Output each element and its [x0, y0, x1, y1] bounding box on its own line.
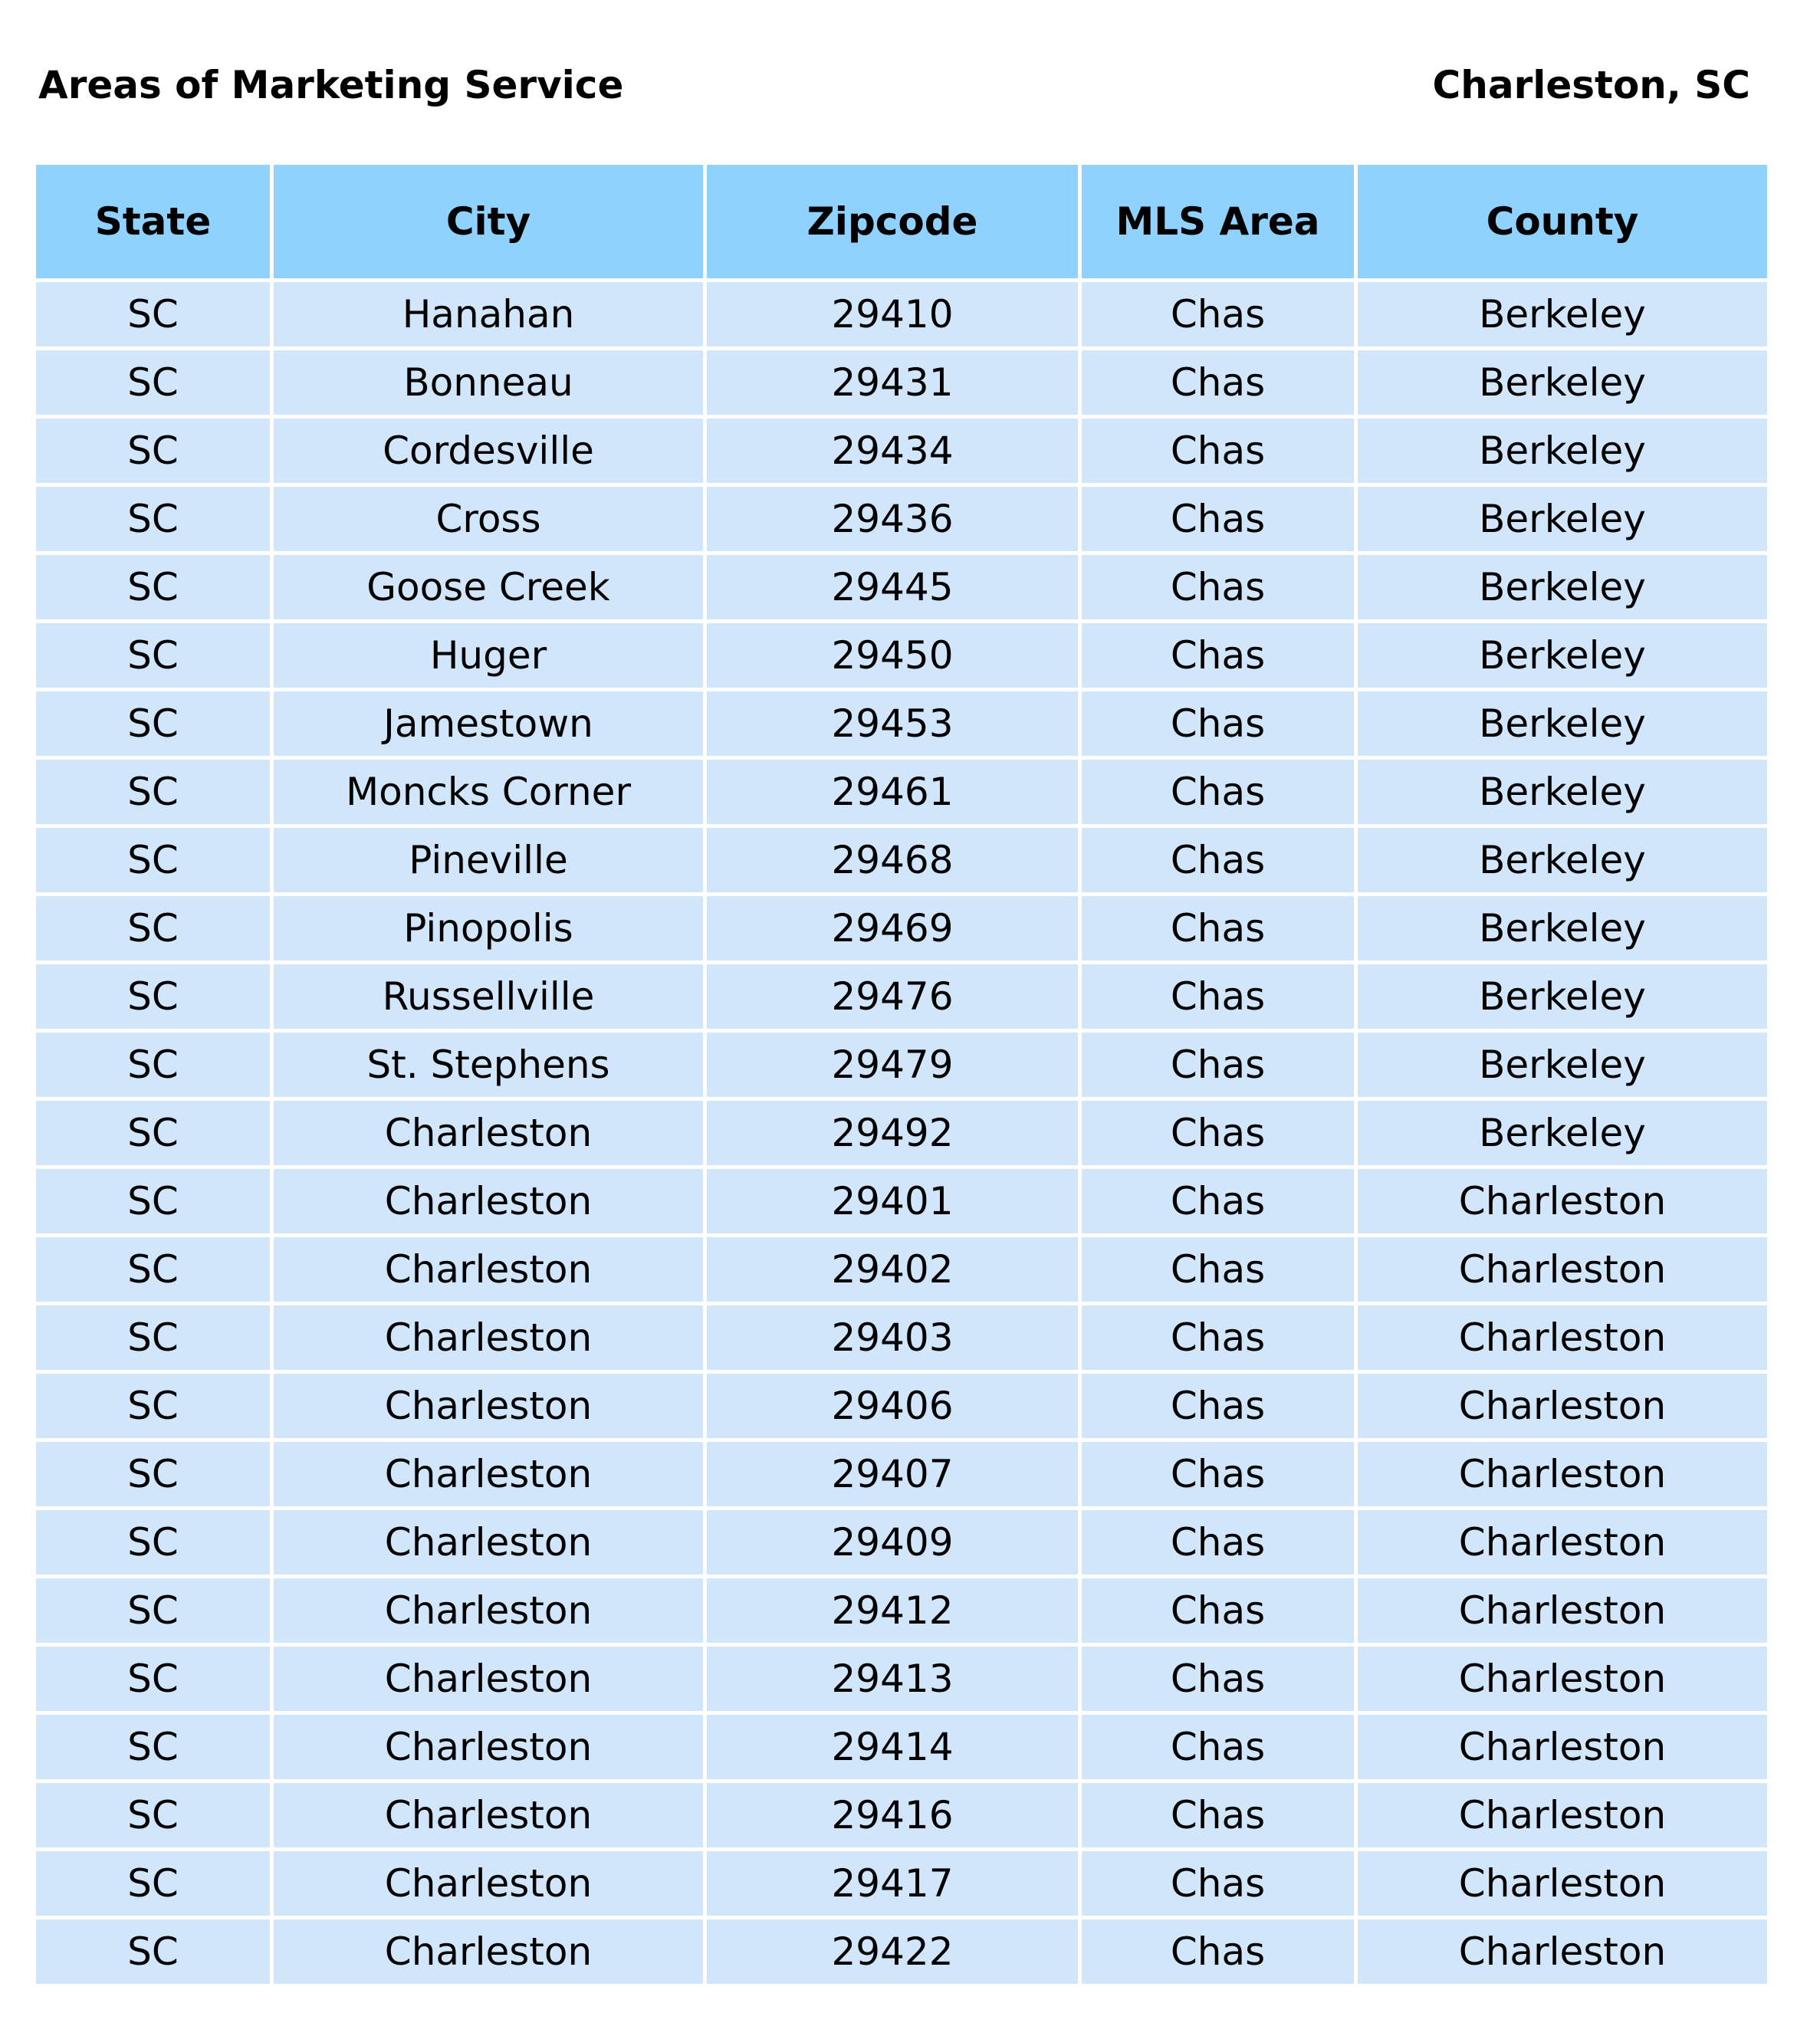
state-cell: SC — [36, 1510, 270, 1575]
city-cell: Jamestown — [274, 691, 703, 756]
zipcode-cell: 29413 — [707, 1647, 1078, 1711]
state-cell: SC — [36, 1033, 270, 1097]
city-cell: Moncks Corner — [274, 760, 703, 824]
city-cell: Hanahan — [274, 282, 703, 346]
zipcode-cell: 29412 — [707, 1578, 1078, 1643]
state-cell: SC — [36, 828, 270, 892]
table-row — [36, 1442, 1767, 1506]
mls-area-cell: Chas — [1082, 1169, 1354, 1233]
mls-area-cell: Chas — [1082, 896, 1354, 961]
county-cell: Berkeley — [1358, 964, 1767, 1029]
county-cell: Berkeley — [1358, 1101, 1767, 1165]
zipcode-cell: 29445 — [707, 555, 1078, 619]
state-cell: SC — [36, 1919, 270, 1984]
zipcode-cell: 29403 — [707, 1305, 1078, 1370]
table-row — [36, 691, 1767, 756]
city-cell: Huger — [274, 623, 703, 688]
location-label: Charleston, SC — [1432, 63, 1750, 107]
mls-area-cell: Chas — [1082, 555, 1354, 619]
table-row — [36, 1101, 1767, 1165]
zipcode-cell: 29422 — [707, 1919, 1078, 1984]
mls-area-cell: Chas — [1082, 1510, 1354, 1575]
city-cell: Charleston — [274, 1783, 703, 1847]
city-cell: Charleston — [274, 1578, 703, 1643]
state-cell: SC — [36, 1374, 270, 1438]
zipcode-cell: 29453 — [707, 691, 1078, 756]
table-row — [36, 1851, 1767, 1916]
mls-area-cell: Chas — [1082, 1442, 1354, 1506]
county-cell: Charleston — [1358, 1851, 1767, 1916]
column-header-state: State — [36, 165, 270, 278]
county-cell: Berkeley — [1358, 1033, 1767, 1097]
county-cell: Berkeley — [1358, 623, 1767, 688]
city-cell: Pinopolis — [274, 896, 703, 961]
city-cell: Goose Creek — [274, 555, 703, 619]
state-cell: SC — [36, 555, 270, 619]
page-header — [38, 58, 1750, 112]
zipcode-cell: 29479 — [707, 1033, 1078, 1097]
mls-area-cell: Chas — [1082, 487, 1354, 551]
zipcode-cell: 29406 — [707, 1374, 1078, 1438]
table-header-row — [36, 165, 1767, 278]
county-cell: Charleston — [1358, 1305, 1767, 1370]
city-cell: Bonneau — [274, 350, 703, 415]
city-cell: Charleston — [274, 1169, 703, 1233]
table-row — [36, 282, 1767, 346]
state-cell: SC — [36, 1169, 270, 1233]
county-cell: Charleston — [1358, 1510, 1767, 1575]
table-row — [36, 555, 1767, 619]
page-title: Areas of Marketing Service — [38, 63, 624, 107]
table-row — [36, 760, 1767, 824]
county-cell: Berkeley — [1358, 896, 1767, 961]
mls-area-cell: Chas — [1082, 1237, 1354, 1302]
mls-area-cell: Chas — [1082, 623, 1354, 688]
table-row — [36, 1305, 1767, 1370]
county-cell: Charleston — [1358, 1578, 1767, 1643]
state-cell: SC — [36, 1578, 270, 1643]
zipcode-cell: 29476 — [707, 964, 1078, 1029]
mls-area-cell: Chas — [1082, 828, 1354, 892]
zipcode-cell: 29436 — [707, 487, 1078, 551]
zipcode-cell: 29409 — [707, 1510, 1078, 1575]
city-cell: Charleston — [274, 1647, 703, 1711]
city-cell: Pineville — [274, 828, 703, 892]
state-cell: SC — [36, 1442, 270, 1506]
county-cell: Berkeley — [1358, 555, 1767, 619]
zipcode-cell: 29469 — [707, 896, 1078, 961]
state-cell: SC — [36, 1647, 270, 1711]
state-cell: SC — [36, 487, 270, 551]
service-areas-table-container — [36, 165, 1752, 1984]
city-cell: Charleston — [274, 1374, 703, 1438]
state-cell: SC — [36, 1305, 270, 1370]
zipcode-cell: 29492 — [707, 1101, 1078, 1165]
city-cell: Cordesville — [274, 419, 703, 483]
county-cell: Charleston — [1358, 1374, 1767, 1438]
mls-area-cell: Chas — [1082, 282, 1354, 346]
city-cell: St. Stephens — [274, 1033, 703, 1097]
mls-area-cell: Chas — [1082, 1033, 1354, 1097]
city-cell: Charleston — [274, 1237, 703, 1302]
mls-area-cell: Chas — [1082, 1101, 1354, 1165]
table-body — [36, 282, 1767, 1984]
state-cell: SC — [36, 964, 270, 1029]
mls-area-cell: Chas — [1082, 1578, 1354, 1643]
state-cell: SC — [36, 1101, 270, 1165]
mls-area-cell: Chas — [1082, 1374, 1354, 1438]
mls-area-cell: Chas — [1082, 1851, 1354, 1916]
state-cell: SC — [36, 896, 270, 961]
zipcode-cell: 29416 — [707, 1783, 1078, 1847]
county-cell: Charleston — [1358, 1237, 1767, 1302]
county-cell: Berkeley — [1358, 760, 1767, 824]
county-cell: Charleston — [1358, 1647, 1767, 1711]
city-cell: Charleston — [274, 1101, 703, 1165]
zipcode-cell: 29410 — [707, 282, 1078, 346]
city-cell: Charleston — [274, 1919, 703, 1984]
state-cell: SC — [36, 350, 270, 415]
zipcode-cell: 29407 — [707, 1442, 1078, 1506]
zipcode-cell: 29402 — [707, 1237, 1078, 1302]
mls-area-cell: Chas — [1082, 1783, 1354, 1847]
zipcode-cell: 29417 — [707, 1851, 1078, 1916]
mls-area-cell: Chas — [1082, 691, 1354, 756]
mls-area-cell: Chas — [1082, 964, 1354, 1029]
city-cell: Charleston — [274, 1305, 703, 1370]
column-header-zipcode: Zipcode — [707, 165, 1078, 278]
table-row — [36, 964, 1767, 1029]
zipcode-cell: 29434 — [707, 419, 1078, 483]
column-header-city: City — [274, 165, 703, 278]
county-cell: Charleston — [1358, 1783, 1767, 1847]
city-cell: Russellville — [274, 964, 703, 1029]
table-row — [36, 1715, 1767, 1779]
table-row — [36, 1169, 1767, 1233]
table-row — [36, 1033, 1767, 1097]
table-row — [36, 1237, 1767, 1302]
mls-area-cell: Chas — [1082, 419, 1354, 483]
mls-area-cell: Chas — [1082, 760, 1354, 824]
state-cell: SC — [36, 419, 270, 483]
county-cell: Berkeley — [1358, 419, 1767, 483]
city-cell: Charleston — [274, 1851, 703, 1916]
table-row — [36, 1783, 1767, 1847]
mls-area-cell: Chas — [1082, 350, 1354, 415]
county-cell: Charleston — [1358, 1169, 1767, 1233]
table-row — [36, 1374, 1767, 1438]
table-row — [36, 896, 1767, 961]
zipcode-cell: 29468 — [707, 828, 1078, 892]
state-cell: SC — [36, 1783, 270, 1847]
mls-area-cell: Chas — [1082, 1305, 1354, 1370]
city-cell: Charleston — [274, 1715, 703, 1779]
state-cell: SC — [36, 623, 270, 688]
table-row — [36, 1919, 1767, 1984]
zipcode-cell: 29461 — [707, 760, 1078, 824]
column-header-county: County — [1358, 165, 1767, 278]
mls-area-cell: Chas — [1082, 1919, 1354, 1984]
state-cell: SC — [36, 1715, 270, 1779]
county-cell: Berkeley — [1358, 691, 1767, 756]
mls-area-cell: Chas — [1082, 1647, 1354, 1711]
state-cell: SC — [36, 1237, 270, 1302]
county-cell: Charleston — [1358, 1715, 1767, 1779]
county-cell: Charleston — [1358, 1919, 1767, 1984]
table-row — [36, 487, 1767, 551]
table-row — [36, 1510, 1767, 1575]
table-row — [36, 1578, 1767, 1643]
table-row — [36, 828, 1767, 892]
zipcode-cell: 29401 — [707, 1169, 1078, 1233]
mls-area-cell: Chas — [1082, 1715, 1354, 1779]
zipcode-cell: 29414 — [707, 1715, 1078, 1779]
service-areas-table — [32, 161, 1771, 1988]
table-row — [36, 623, 1767, 688]
city-cell: Cross — [274, 487, 703, 551]
city-cell: Charleston — [274, 1510, 703, 1575]
table-row — [36, 419, 1767, 483]
county-cell: Berkeley — [1358, 487, 1767, 551]
county-cell: Berkeley — [1358, 282, 1767, 346]
table-row — [36, 1647, 1767, 1711]
state-cell: SC — [36, 282, 270, 346]
county-cell: Charleston — [1358, 1442, 1767, 1506]
city-cell: Charleston — [274, 1442, 703, 1506]
zipcode-cell: 29431 — [707, 350, 1078, 415]
column-header-mls-area: MLS Area — [1082, 165, 1354, 278]
state-cell: SC — [36, 1851, 270, 1916]
state-cell: SC — [36, 760, 270, 824]
county-cell: Berkeley — [1358, 350, 1767, 415]
zipcode-cell: 29450 — [707, 623, 1078, 688]
table-row — [36, 350, 1767, 415]
county-cell: Berkeley — [1358, 828, 1767, 892]
state-cell: SC — [36, 691, 270, 756]
